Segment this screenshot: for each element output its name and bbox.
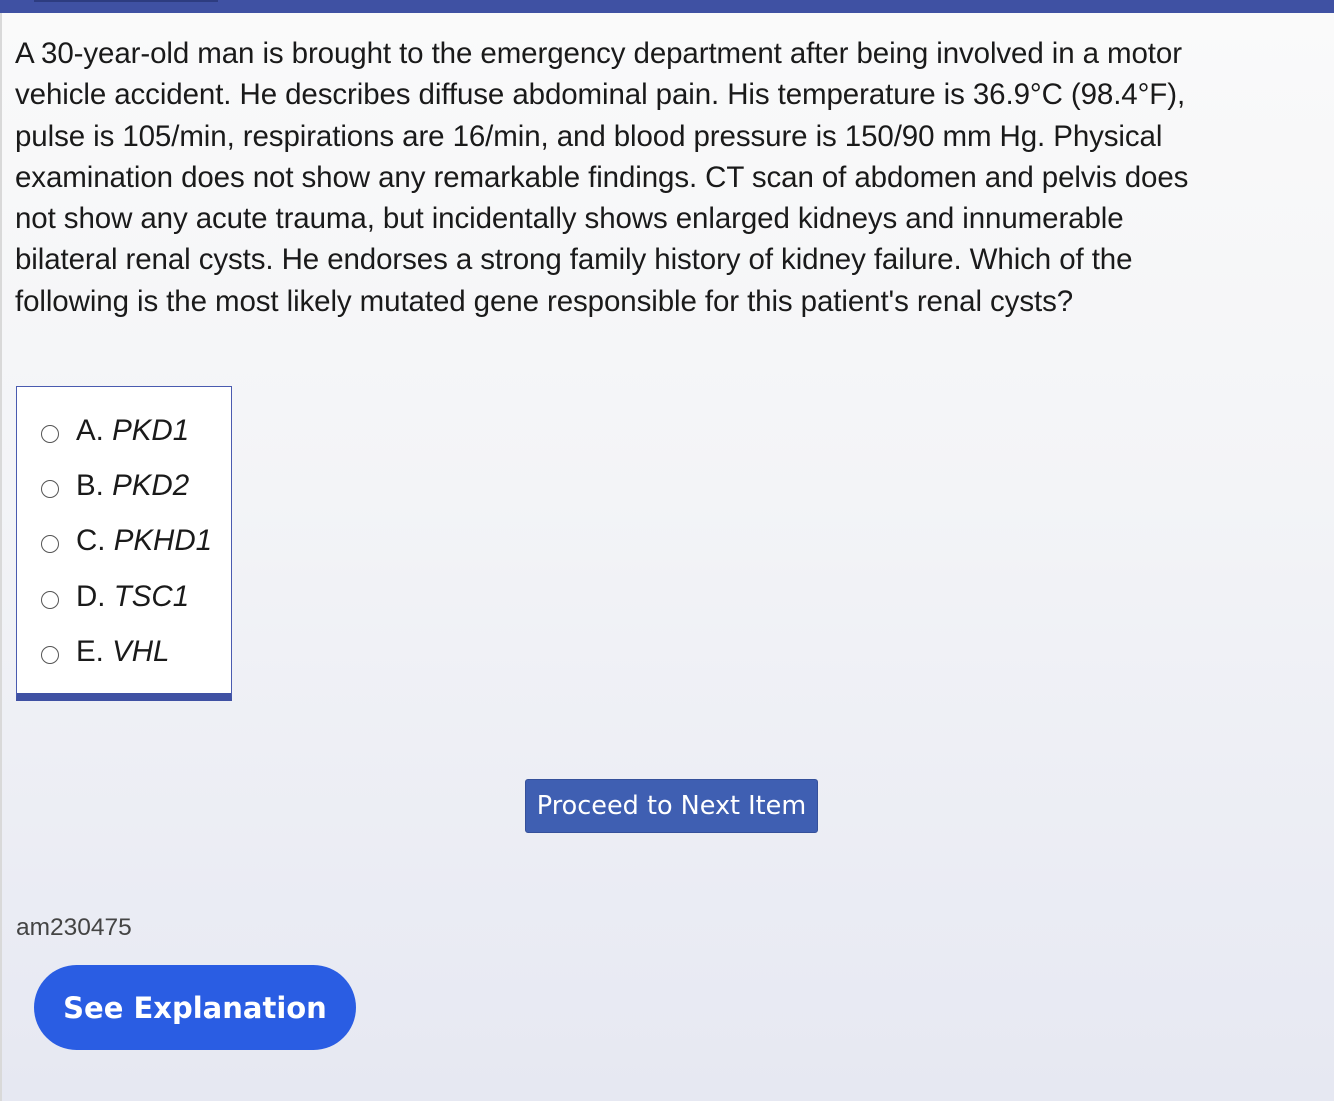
see-explanation-button[interactable]: See Explanation — [34, 965, 356, 1050]
answer-choice-label — [76, 469, 189, 503]
answer-choice-label — [76, 580, 189, 614]
answer-choice-label — [76, 414, 189, 448]
choice-gene: PKD2 — [112, 469, 190, 502]
header-bar — [0, 0, 1334, 13]
header-tab-edge — [34, 0, 218, 2]
proceed-next-item-button[interactable]: Proceed to Next Item — [525, 779, 818, 833]
choice-gene: PKD1 — [112, 414, 190, 447]
answer-choices — [16, 386, 232, 701]
radio-button-a[interactable] — [41, 425, 59, 443]
choice-gene: VHL — [112, 635, 170, 668]
choice-letter: A. — [76, 414, 104, 447]
choice-gene: TSC1 — [113, 580, 190, 613]
answer-choice-label — [76, 635, 169, 669]
answer-choice-c[interactable] — [41, 521, 212, 561]
choice-letter: C. — [76, 524, 106, 557]
answer-choice-a[interactable] — [41, 411, 189, 451]
left-border — [0, 13, 2, 1101]
choice-letter: E. — [76, 635, 104, 668]
answer-choice-d[interactable] — [41, 577, 189, 617]
question-id: am230475 — [16, 914, 132, 941]
question-stem: A 30-year-old man is brought to the emergency department after being involved in a motor vehicle accident. He describes diffuse abdominal pain. His temperature is 36.9°C (98.4°F), pulse is 105/min, respirations are 16/min, and blood pressure is 150/90 mm Hg. Physical examination does not show any remarkable findings. CT scan of abdomen and pelvis does not show any acute trauma, but incidentally shows enlarged kidneys and innumerable bilateral renal cysts. He endorses a strong family history of kidney failure. Which of the following is the most likely mutated gene responsible for this patient's renal cysts? — [15, 37, 1189, 318]
choice-gene: PKHD1 — [113, 524, 213, 557]
answer-choice-b[interactable] — [41, 466, 189, 506]
answer-choice-label — [76, 524, 212, 558]
answer-choice-e[interactable] — [41, 632, 169, 672]
choice-letter: B. — [76, 469, 104, 502]
choice-letter: D. — [76, 580, 106, 613]
radio-button-b[interactable] — [41, 480, 59, 498]
radio-button-e[interactable] — [41, 646, 59, 664]
radio-button-c[interactable] — [41, 535, 59, 553]
radio-button-d[interactable] — [41, 591, 59, 609]
